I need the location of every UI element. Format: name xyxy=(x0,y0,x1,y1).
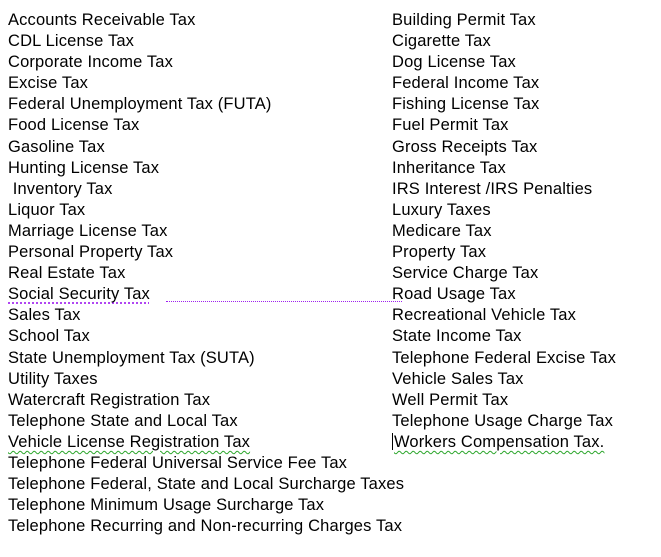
right-item: Service Charge Tax xyxy=(392,264,539,283)
left-item: Hunting License Tax xyxy=(8,158,160,177)
right-item: Fishing License Tax xyxy=(392,95,540,114)
text-cursor xyxy=(392,433,393,450)
left-item: Liquor Tax xyxy=(8,200,86,219)
right-item: Telephone Usage Charge Tax xyxy=(392,411,613,430)
bottom-item: Telephone Federal Universal Service Fee Tax xyxy=(8,454,348,472)
right-item: Fuel Permit Tax xyxy=(392,116,509,135)
right-item: Cigarette Tax xyxy=(392,32,491,51)
right-item: Medicare Tax xyxy=(392,221,492,240)
vehicle-license-text: Vehicle License Registration Tax xyxy=(8,432,251,451)
right-item: IRS Interest /IRS Penalties xyxy=(392,179,593,198)
right-item: Road Usage Tax xyxy=(392,285,516,304)
workers-comp-text: Workers Compensation Tax. xyxy=(394,432,605,451)
left-item: Accounts Receivable Tax xyxy=(8,11,196,29)
bottom-item: Telephone Minimum Usage Surcharge Tax xyxy=(8,496,325,515)
left-item: CDL License Tax xyxy=(8,32,135,51)
right-item: Recreational Vehicle Tax xyxy=(392,306,576,325)
right-item: Gross Receipts Tax xyxy=(392,137,538,156)
left-item: Marriage License Tax xyxy=(8,221,168,240)
social-security-text: Social Security Tax xyxy=(8,285,150,304)
left-item: Gasoline Tax xyxy=(8,137,105,156)
left-item: Watercraft Registration Tax xyxy=(8,390,211,409)
bottom-lines xyxy=(8,453,404,537)
right-item: Vehicle Sales Tax xyxy=(392,369,524,388)
left-item xyxy=(8,284,272,305)
left-item: Excise Tax xyxy=(8,74,89,93)
left-item: Federal Unemployment Tax (FUTA) xyxy=(8,95,272,114)
left-item: Real Estate Tax xyxy=(8,264,126,283)
left-item: Food License Tax xyxy=(8,116,140,135)
left-item: Utility Taxes xyxy=(8,369,98,388)
right-item: Inheritance Tax xyxy=(392,158,506,177)
left-item: Telephone State and Local Tax xyxy=(8,411,238,430)
left-item: Personal Property Tax xyxy=(8,243,174,262)
format-mark-line xyxy=(166,301,402,302)
left-item: Sales Tax xyxy=(8,306,81,325)
right-column xyxy=(392,10,616,453)
right-item: Dog License Tax xyxy=(392,53,516,72)
right-item: Well Permit Tax xyxy=(392,390,509,409)
right-item: Property Tax xyxy=(392,243,487,262)
left-item: Corporate Income Tax xyxy=(8,53,174,72)
right-item: Telephone Federal Excise Tax xyxy=(392,348,617,367)
right-item: State Income Tax xyxy=(392,327,522,346)
right-item: Luxury Taxes xyxy=(392,200,491,219)
left-item xyxy=(8,432,272,453)
right-item: Building Permit Tax xyxy=(392,11,536,29)
bottom-item: Telephone Federal, State and Local Surcharge Taxes xyxy=(8,475,405,494)
bottom-item: Telephone Recurring and Non-recurring Charges Tax xyxy=(8,517,403,536)
right-item: Federal Income Tax xyxy=(392,74,540,93)
right-item xyxy=(392,432,616,453)
left-item: State Unemployment Tax (SUTA) xyxy=(8,348,255,367)
left-item: Inventory Tax xyxy=(8,179,113,198)
left-item: School Tax xyxy=(8,327,90,346)
left-column xyxy=(8,10,272,453)
